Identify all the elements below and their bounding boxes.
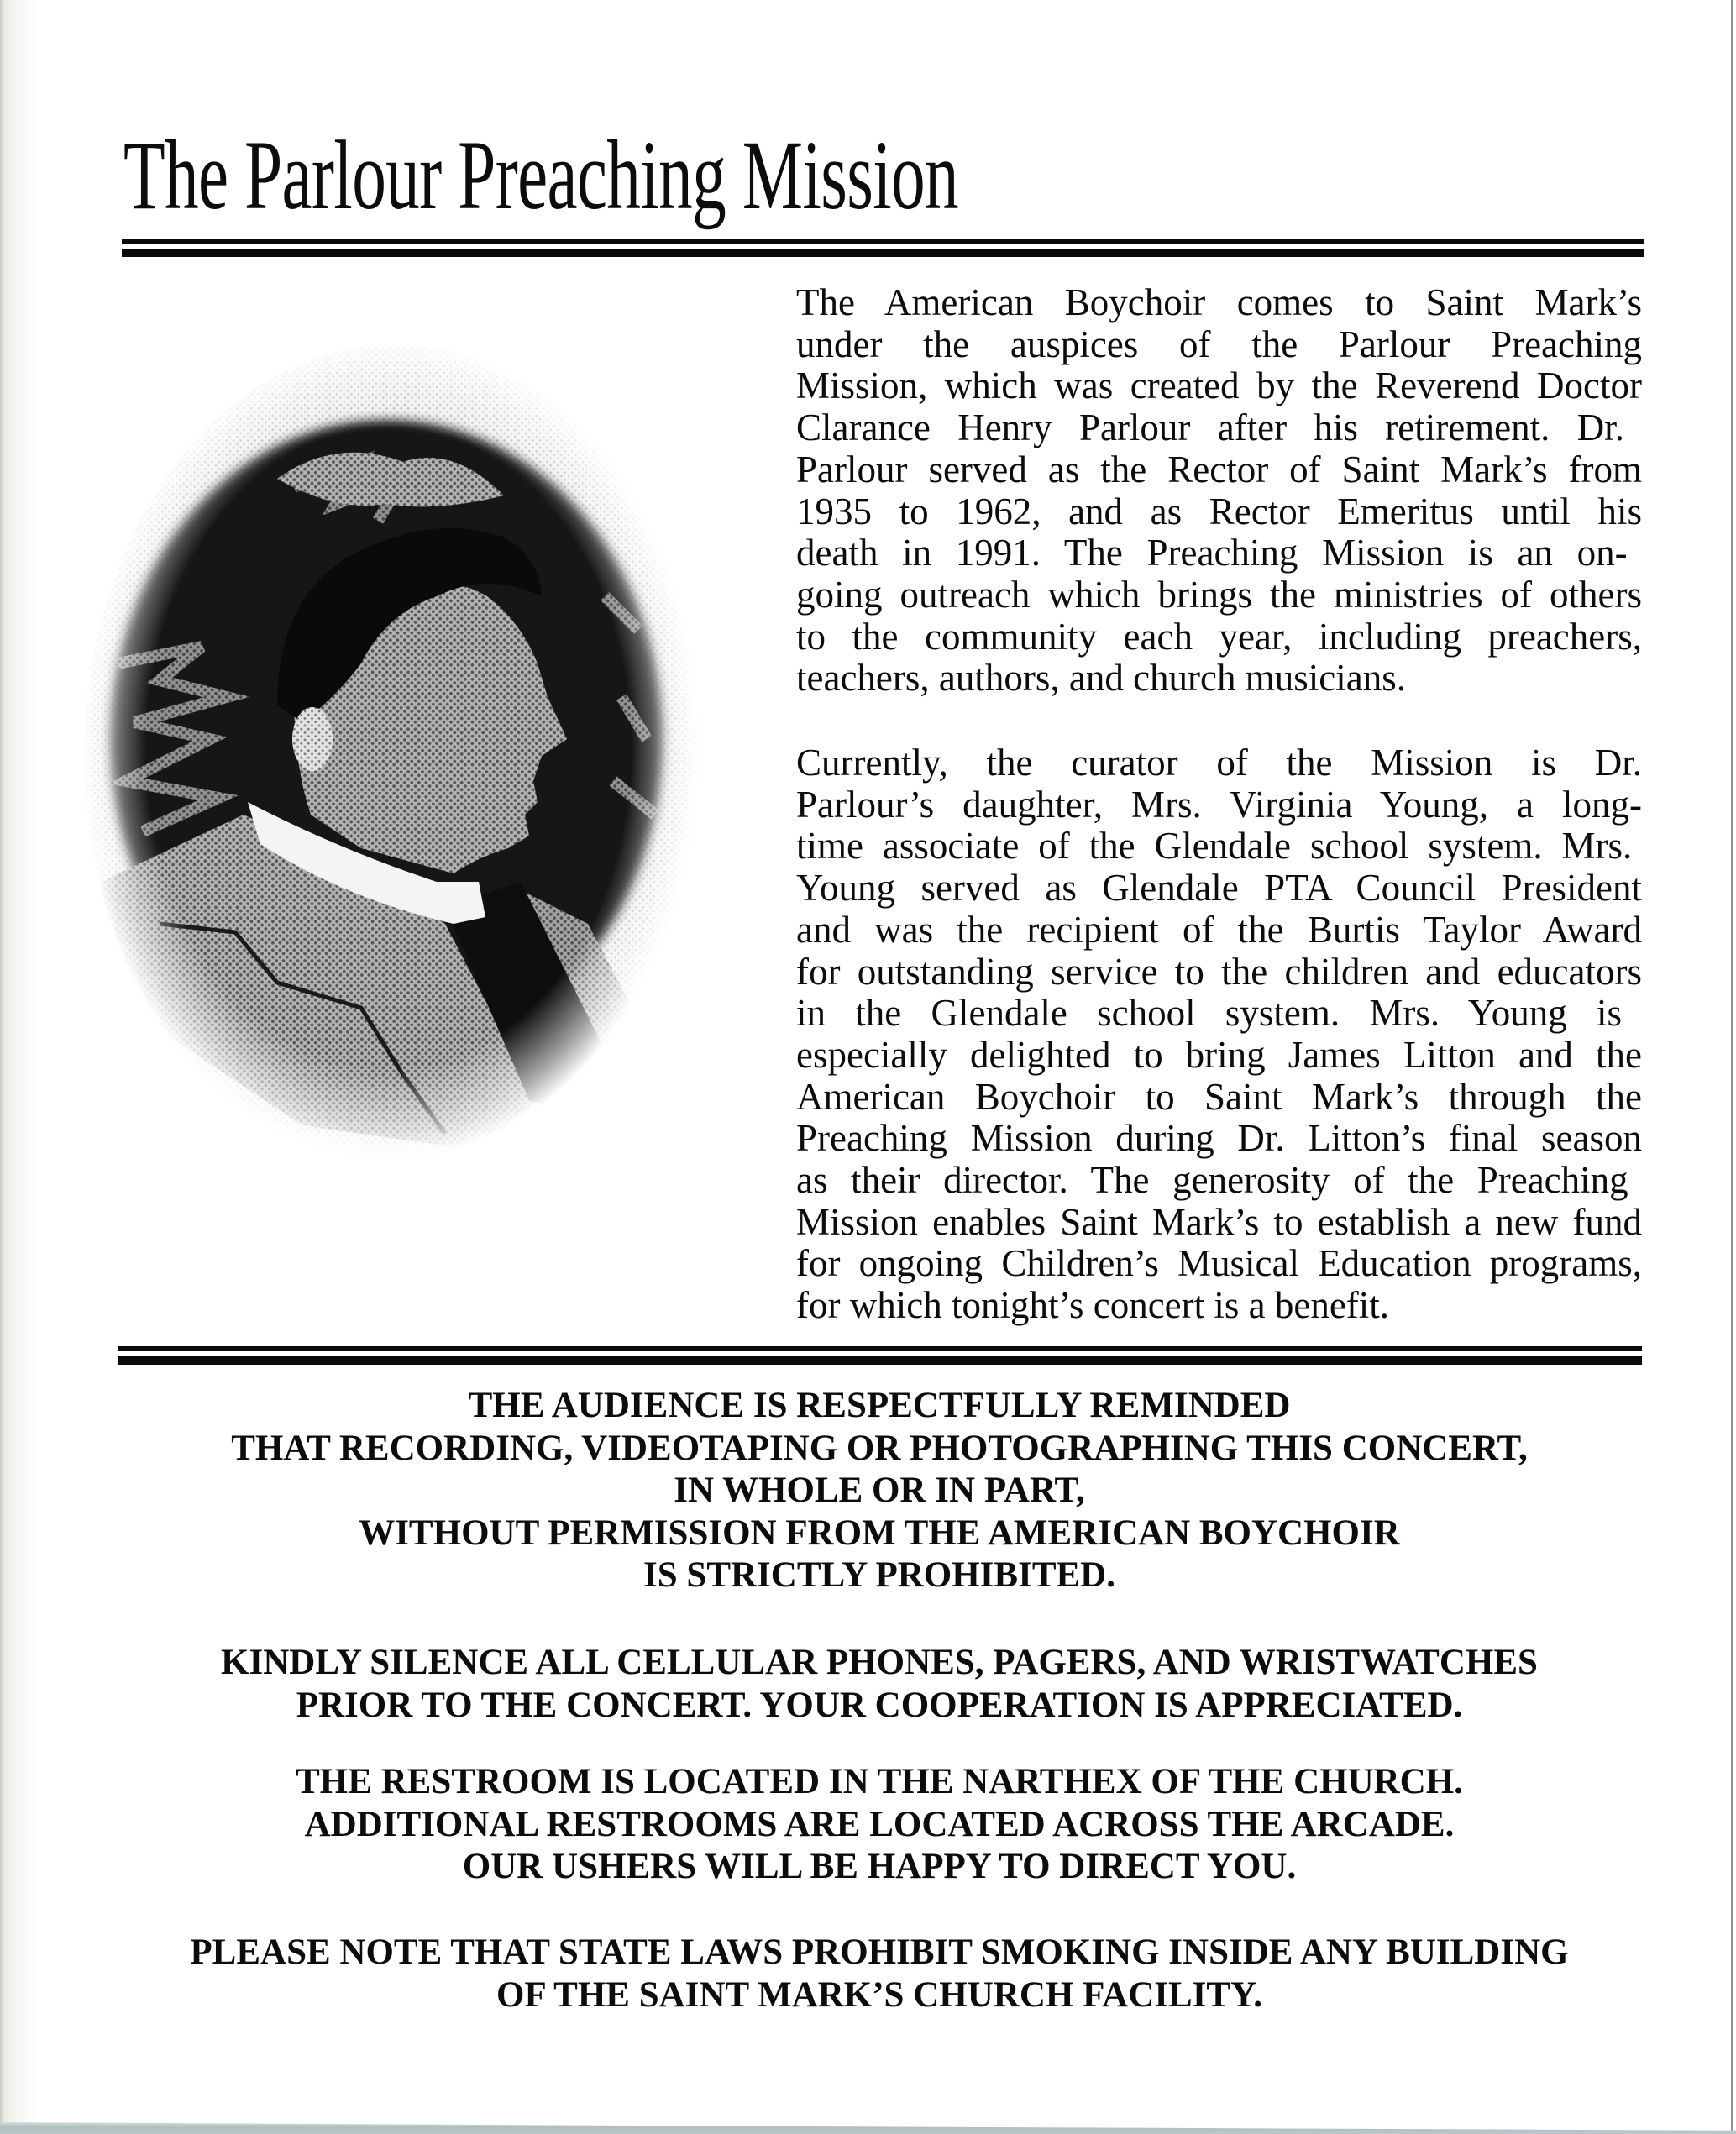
- notice-line: [84, 1932, 1675, 1974]
- paragraph-line-text: and was the recipient of the Burtis Taylor Award: [796, 908, 1642, 951]
- paragraph-line: [796, 490, 1642, 532]
- notice-line-text: THE AUDIENCE IS RESPECTFULLY REMINDED: [468, 1386, 1291, 1425]
- title-rule-thin: [122, 239, 1644, 244]
- notice-line-text: WITHOUT PERMISSION FROM THE AMERICAN BOYCHOIR: [359, 1513, 1400, 1553]
- notice-line: [84, 1385, 1675, 1428]
- paragraph-line: [796, 867, 1642, 909]
- paragraph-line: [796, 1159, 1642, 1201]
- paragraph-line-text: American Boychoir to Saint Mark’s through the: [796, 1075, 1642, 1118]
- notice-line: [84, 1513, 1675, 1555]
- paragraph-line: [796, 657, 1642, 699]
- paragraph-line: [796, 1201, 1642, 1243]
- notice-line: [84, 1974, 1675, 2017]
- notice-line-text: THE RESTROOM IS LOCATED IN THE NARTHEX OF THE CHURCH.: [296, 1762, 1463, 1801]
- notice-line-text: OUR USHERS WILL BE HAPPY TO DIRECT YOU.: [462, 1847, 1297, 1886]
- paragraph-line: [796, 1117, 1642, 1159]
- notice-line-text: OF THE SAINT MARK’S CHURCH FACILITY.: [496, 1974, 1262, 2015]
- notice-line-text: PRIOR TO THE CONCERT. YOUR COOPERATION IS APPRECIATED.: [296, 1685, 1463, 1725]
- notice-line-text: IS STRICTLY PROHIBITED.: [643, 1555, 1115, 1595]
- paragraph-line: [796, 1284, 1642, 1326]
- paragraph-line: [796, 448, 1642, 490]
- notice-line-text: IN WHOLE OR IN PART,: [674, 1471, 1085, 1510]
- notice-line-text: KINDLY SILENCE ALL CELLULAR PHONES, PAGERS, AND WRISTWATCHES: [221, 1643, 1538, 1682]
- notice-block: [84, 1642, 1675, 1727]
- notice-block: [84, 1761, 1675, 1889]
- paragraph-line-text: under the auspices of the Parlour Preaching: [796, 322, 1642, 365]
- paragraph-line: [796, 1242, 1642, 1284]
- paragraph-line-text: in the Glendale school system. Mrs. Young is: [796, 992, 1622, 1035]
- paragraph-line: [796, 992, 1642, 1034]
- paragraph-line-text: time associate of the Glendale school system. Mrs.: [796, 825, 1633, 868]
- paragraph-line-text: Mission, which was created by the Reverend Doctor: [796, 364, 1642, 407]
- paragraph-line-text: going outreach which brings the ministries of others: [796, 573, 1642, 616]
- paragraph-line-text: Preaching Mission during Dr. Litton’s final season: [796, 1117, 1642, 1160]
- section-rule-thick: [118, 1356, 1642, 1365]
- paragraph-line: [796, 574, 1642, 616]
- paragraph-line-text: Currently, the curator of the Mission is Dr.: [796, 742, 1642, 784]
- notice-block: [84, 1932, 1675, 2016]
- paragraph-line: [796, 281, 1642, 323]
- notice-line: [84, 1642, 1675, 1685]
- paragraph-line-text: death in 1991. The Preaching Mission is an on-: [796, 532, 1628, 574]
- paragraph-line: [796, 951, 1642, 993]
- paragraph-line-text: Mission enables Saint Mark’s to establish a new fund: [796, 1200, 1642, 1243]
- notice-line-text: PLEASE NOTE THAT STATE LAWS PROHIBIT SMOKING INSIDE ANY BUILDING: [190, 1932, 1569, 1972]
- portrait-photo: [84, 344, 722, 1184]
- paragraph-line: [796, 742, 1642, 784]
- portrait-ear: [292, 707, 333, 771]
- paragraph-line-text: for ongoing Children’s Musical Education programs,: [796, 1242, 1642, 1285]
- paragraph-line: [796, 364, 1642, 406]
- paragraph-line: [796, 616, 1642, 658]
- page-edge-line: [1731, 0, 1733, 2134]
- paragraph-line: [796, 1076, 1642, 1118]
- paragraph-line-text: Parlour served as the Rector of Saint Mark’s from: [796, 448, 1642, 490]
- paragraph-line-text: Parlour’s daughter, Mrs. Virginia Young, a long-: [796, 783, 1642, 826]
- notice-line-text: ADDITIONAL RESTROOMS ARE LOCATED ACROSS THE ARCADE.: [304, 1804, 1455, 1844]
- paragraph-line: [796, 406, 1642, 448]
- paragraph-line-text: for which tonight’s concert is a benefit.: [796, 1284, 1390, 1327]
- notice-line-text: THAT RECORDING, VIDEOTAPING OR PHOTOGRAPHING THIS CONCERT,: [231, 1428, 1528, 1468]
- paragraph-line: [796, 909, 1642, 951]
- title-rule-thick: [122, 249, 1644, 257]
- paragraph-line: [796, 323, 1642, 365]
- paragraph-line-text: Clarance Henry Parlour after his retirement. Dr.: [796, 406, 1624, 449]
- notice-line: [84, 1685, 1675, 1728]
- notice-line: [84, 1555, 1675, 1597]
- section-rule-thin: [118, 1346, 1642, 1351]
- paragraph-line-text: as their director. The generosity of the Preaching: [796, 1159, 1628, 1201]
- page-title: The Parlour Preaching Mission: [123, 120, 958, 230]
- paragraph-line-text: for outstanding service to the children and educators: [796, 950, 1642, 993]
- paragraph-line-text: teachers, authors, and church musicians.: [796, 657, 1406, 700]
- page-bottom-edge: [0, 2122, 1736, 2134]
- paragraph-line-text: especially delighted to bring James Litton and the: [796, 1033, 1642, 1076]
- notice-line: [84, 1804, 1675, 1847]
- paragraph-line-text: 1935 to 1962, and as Rector Emeritus until his: [796, 490, 1642, 532]
- paragraph-line: [796, 825, 1642, 867]
- notice-line: [84, 1846, 1675, 1889]
- paragraph-line: [796, 784, 1642, 826]
- paragraph-line-text: to the community each year, including preachers,: [796, 615, 1642, 658]
- notice-line: [84, 1428, 1675, 1471]
- notice-line: [84, 1761, 1675, 1804]
- paragraph-line: [796, 1034, 1642, 1076]
- page-edge-shadow: [0, 0, 40, 2134]
- paragraph-line-text: Young served as Glendale PTA Council President: [796, 867, 1642, 910]
- paragraph-line-text: The American Boychoir comes to Saint Mark’s: [796, 281, 1642, 323]
- notice-block: [84, 1385, 1675, 1597]
- paragraph-line: [796, 532, 1642, 574]
- notice-line: [84, 1470, 1675, 1513]
